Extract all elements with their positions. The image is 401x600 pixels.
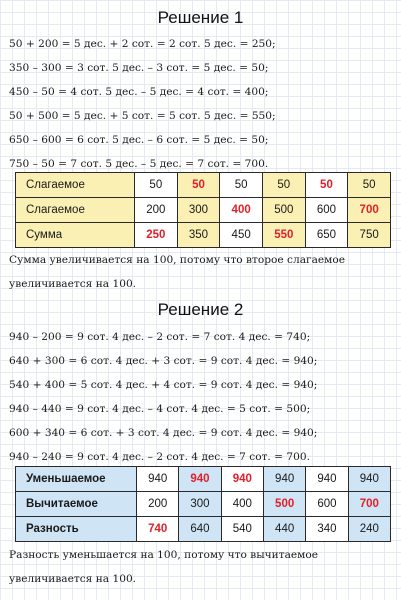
table-row — [16, 223, 391, 248]
table-cell: 300 — [177, 198, 220, 223]
table-cell: 50 — [135, 173, 178, 198]
table-cell: 400 — [220, 198, 263, 223]
table-cell: 650 — [305, 223, 348, 248]
equation-line: 450 – 50 = 4 сот. 5 дес. – 5 дес. = 4 сот. = 400; — [9, 86, 269, 98]
table-cell: 940 — [306, 467, 348, 492]
table-cell: 200 — [137, 492, 179, 517]
table-cell: 350 — [177, 223, 220, 248]
equation-line: 50 + 500 = 5 дес. + 5 сот. = 5 сот. 5 дес. = 550; — [9, 110, 276, 122]
table-cell: 750 — [348, 223, 391, 248]
table-cell: 440 — [263, 517, 305, 542]
table-cell: 940 — [348, 467, 390, 492]
table-cell: 940 — [179, 467, 221, 492]
equation-line: 750 – 50 = 7 сот. 5 дес. – 5 дес. = 7 сот. = 700. — [9, 158, 269, 170]
table-cell: 450 — [220, 223, 263, 248]
equation-line: 940 – 440 = 9 сот. 4 дес. – 4 сот. 4 дес. = 5 сот. = 500; — [9, 403, 311, 415]
table-cell: 50 — [220, 173, 263, 198]
equation-line: 540 + 400 = 5 сот. 4 дес. + 4 сот. = 9 сот. 4 дес. = 940; — [9, 379, 318, 391]
row-label: Уменьшаемое — [16, 467, 137, 492]
table-row — [16, 517, 391, 542]
table-cell: 400 — [221, 492, 263, 517]
table-cell: 600 — [306, 492, 348, 517]
section2-conclusion: Разность уменьшается на 100, потому что вычитаемое увеличивается на 100. — [9, 549, 319, 585]
table-row — [16, 173, 391, 198]
table-cell: 740 — [137, 517, 179, 542]
table-cell: 50 — [348, 173, 391, 198]
equation-line: 940 – 240 = 9 сот. 4 дес. – 2 сот. 4 дес. = 7 сот. = 700. — [9, 451, 311, 463]
table-cell: 200 — [135, 198, 178, 223]
equation-line: 600 + 340 = 6 сот. + 3 сот. 4 дес. = 9 сот. 4 дес. = 940; — [9, 427, 318, 439]
table-cell: 940 — [221, 467, 263, 492]
equation-line: 640 + 300 = 6 сот. 4 дес. + 3 сот. = 9 сот. 4 дес. = 940; — [9, 355, 318, 367]
row-label: Слагаемое — [16, 173, 135, 198]
table-cell: 50 — [177, 173, 220, 198]
table-cell: 940 — [137, 467, 179, 492]
section1-title: Решение 1 — [157, 8, 244, 27]
table-cell: 940 — [263, 467, 305, 492]
equation-line: 50 + 200 = 5 дес. + 2 сот. = 2 сот. 5 дес. = 250; — [9, 38, 276, 50]
row-label: Разность — [16, 517, 137, 542]
table-cell: 50 — [262, 173, 305, 198]
table-row — [16, 467, 391, 492]
section2-title: Решение 2 — [157, 300, 244, 319]
table-cell: 50 — [305, 173, 348, 198]
difference-table — [15, 466, 391, 542]
table-cell: 550 — [262, 223, 305, 248]
row-label: Слагаемое — [16, 198, 135, 223]
table-cell: 700 — [348, 198, 391, 223]
equation-line: 350 – 300 = 3 сот. 5 дес. – 3 сот. = 5 дес. = 50; — [9, 62, 269, 74]
table-cell: 700 — [348, 492, 390, 517]
table-cell: 340 — [306, 517, 348, 542]
table-cell: 300 — [179, 492, 221, 517]
table-cell: 500 — [262, 198, 305, 223]
table-cell: 640 — [179, 517, 221, 542]
equation-line: 940 – 200 = 9 сот. 4 дес. – 2 сот. = 7 сот. 4 дес. = 740; — [9, 331, 311, 343]
table-row — [16, 198, 391, 223]
table-row — [16, 492, 391, 517]
table-cell: 540 — [221, 517, 263, 542]
row-label: Вычитаемое — [16, 492, 137, 517]
sum-table — [15, 172, 391, 248]
table-cell: 250 — [135, 223, 178, 248]
table-cell: 600 — [305, 198, 348, 223]
section1-conclusion: Сумма увеличивается на 100, потому что второе слагаемое увеличивается на 100. — [9, 254, 346, 290]
table-cell: 500 — [263, 492, 305, 517]
row-label: Сумма — [16, 223, 135, 248]
equation-line: 650 – 600 = 6 сот. 5 дес. – 6 сот. = 5 дес. = 50; — [9, 134, 269, 146]
table-cell: 240 — [348, 517, 390, 542]
